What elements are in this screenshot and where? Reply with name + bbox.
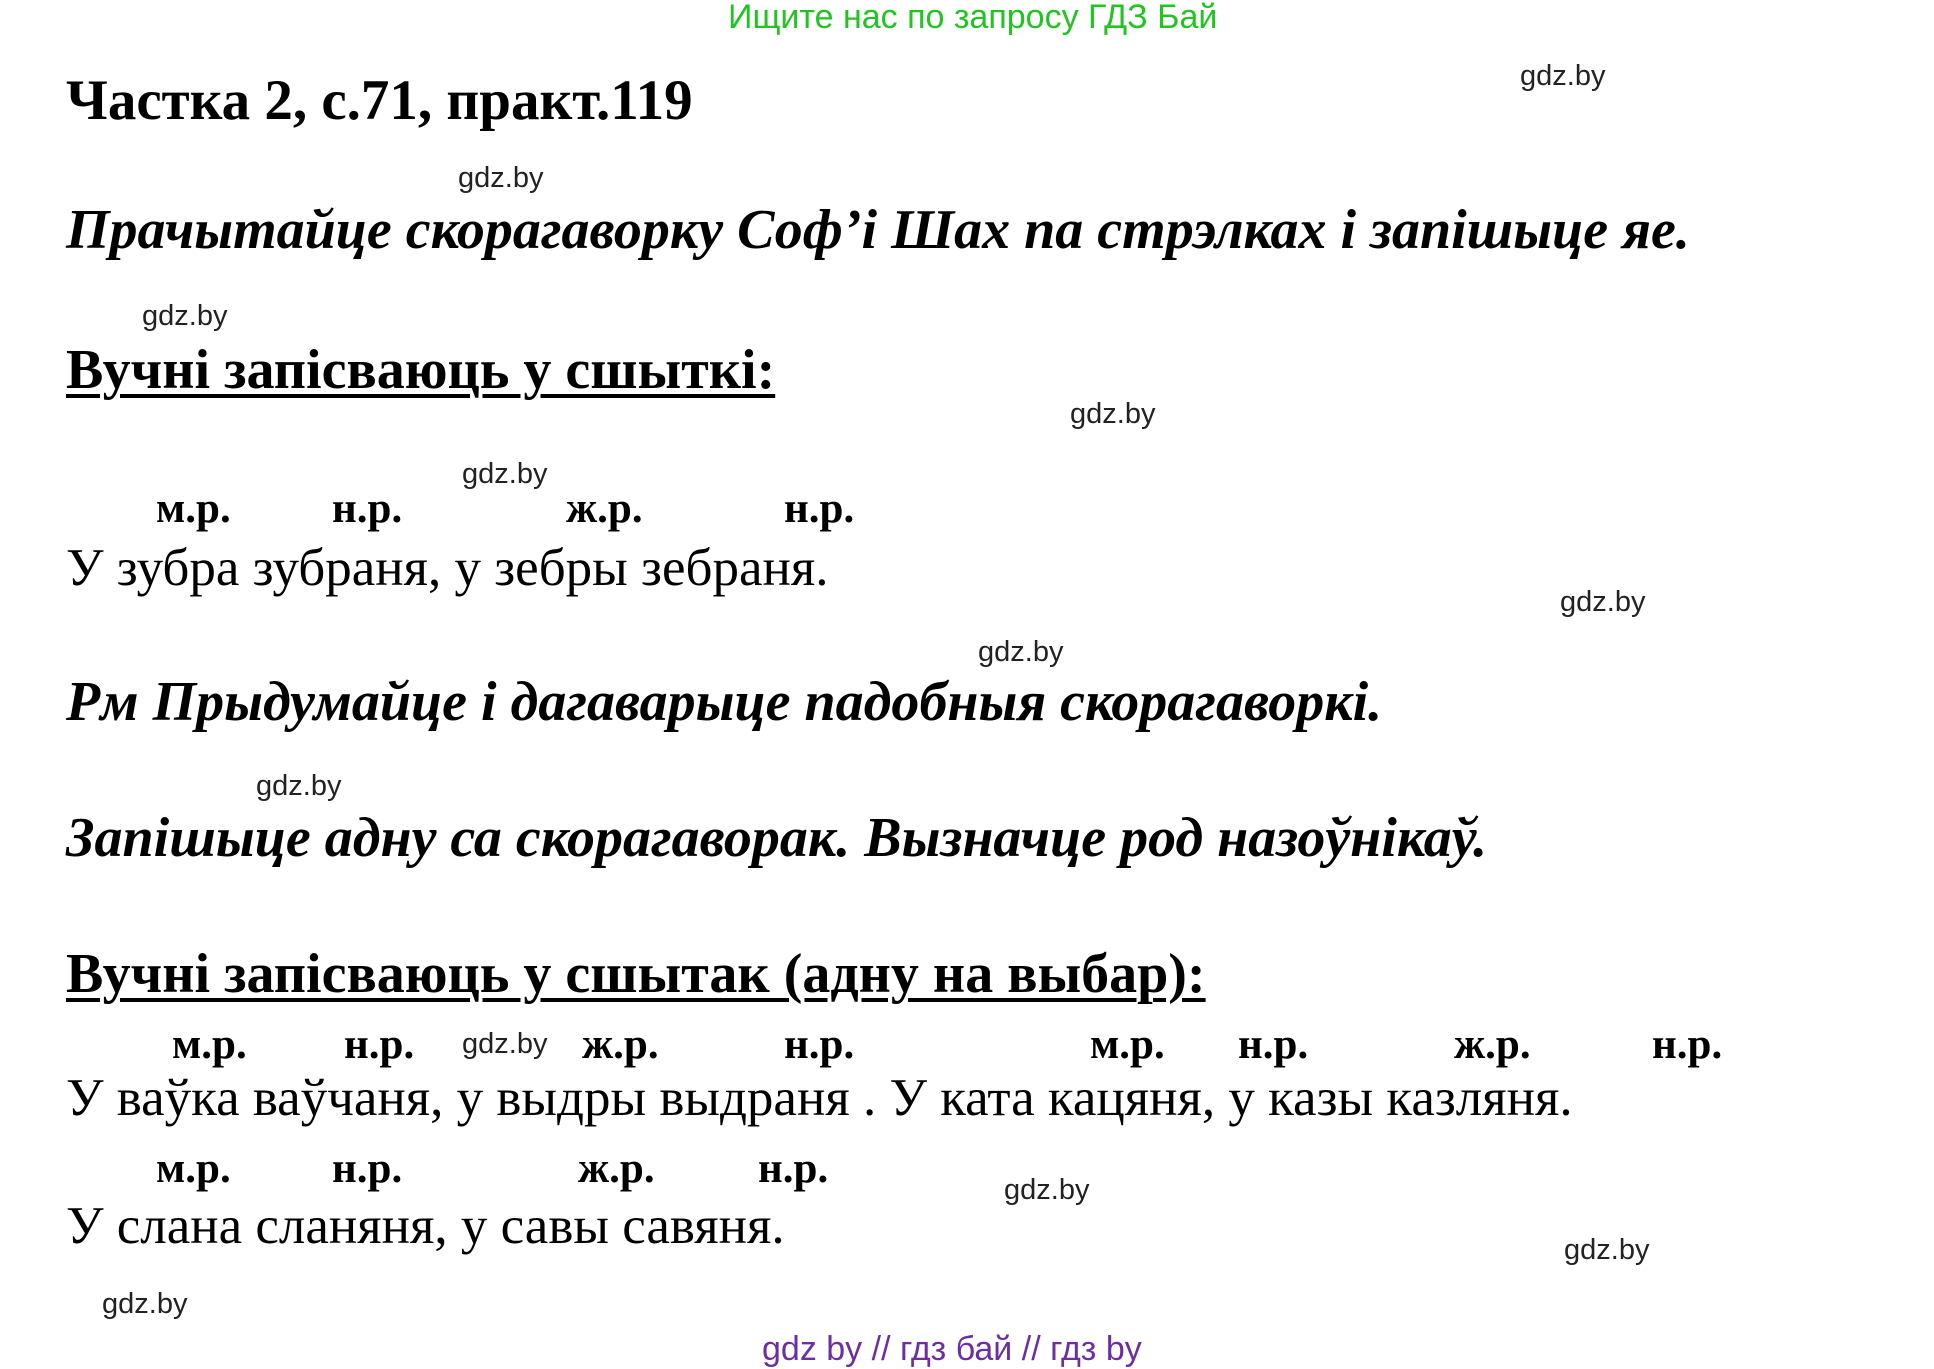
watermark: gdz.by [462,1028,548,1060]
example-sentence-3: У слана сланяня, у савы савяня. [66,1197,785,1255]
watermark: gdz.by [102,1288,188,1320]
watermark: gdz.by [1560,586,1646,618]
watermark: gdz.by [256,770,342,802]
task-write-and-define-gender: Запішыце адну са скорагаворак. Вызначце род назоўнікаў. [66,807,1488,869]
gender-label: м.р. [172,1021,247,1068]
footer-links[interactable]: gdz by // гдз бай // гдз by [762,1330,1142,1368]
section-students-write-1: Вучні запісваюць у сшыткі: [66,339,776,401]
task-invent-tongue-twisters: Рм Прыдумайце і дагаварыце падобныя скорагаворкі. [66,671,1383,733]
watermark: gdz.by [1520,60,1606,92]
section-students-write-2: Вучні запісваюць у сшытак (адну на выбар): [66,943,1206,1005]
gender-label: ж.р. [1454,1021,1531,1068]
gender-label: н.р. [784,1021,855,1068]
gender-label: н.р. [332,1145,403,1192]
watermark: gdz.by [142,300,228,332]
gender-label: ж.р. [582,1021,659,1068]
watermark: gdz.by [1070,398,1156,430]
watermark: gdz.by [1004,1174,1090,1206]
gender-label: н.р. [1652,1021,1723,1068]
gender-label: м.р. [156,1145,231,1192]
top-banner[interactable]: Ищите нас по запросу ГДЗ Бай [728,0,1218,36]
gender-label: н.р. [332,485,403,532]
gender-label: ж.р. [578,1145,655,1192]
gender-label: н.р. [758,1145,829,1192]
task-read-tongue-twister: Прачытайце скорагаворку Соф’і Шах па стрэлках і запішыце яе. [66,199,1690,261]
example-sentence-1: У зубра зубраня, у зебры зебраня. [66,539,829,597]
gender-label: н.р. [1238,1021,1309,1068]
gender-label: н.р. [344,1021,415,1068]
example-sentence-2: У ваўка ваўчаня, у выдры выдраня . У ката кацяня, у казы казляня. [66,1069,1573,1127]
page-heading: Частка 2, с.71, практ.119 [66,69,693,132]
gender-label: н.р. [784,485,855,532]
gender-label: ж.р. [566,485,643,532]
gender-label: м.р. [1090,1021,1165,1068]
gender-label: м.р. [156,485,231,532]
watermark: gdz.by [462,458,548,490]
watermark: gdz.by [978,636,1064,668]
watermark: gdz.by [1564,1234,1650,1266]
watermark: gdz.by [458,162,544,194]
